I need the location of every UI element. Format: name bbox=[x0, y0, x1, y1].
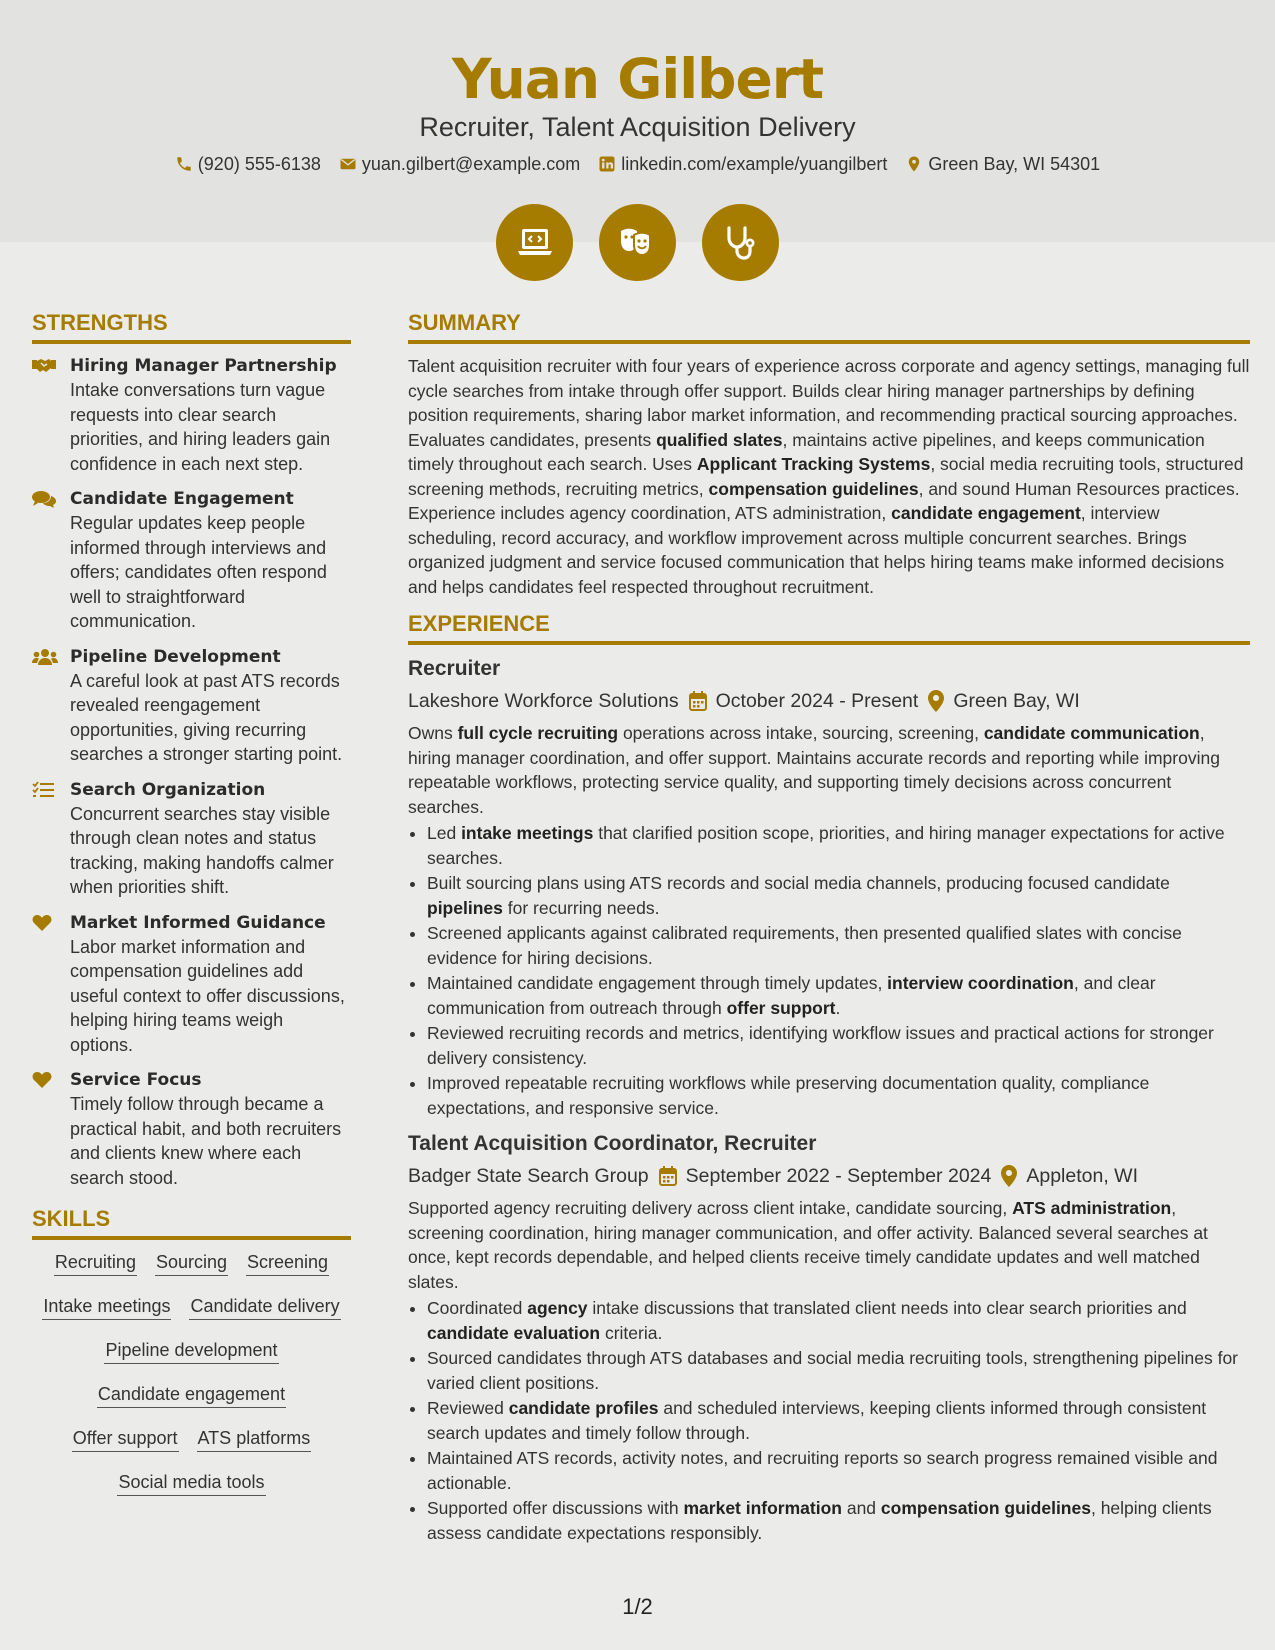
strength-item bbox=[32, 354, 351, 476]
contact-email-text: yuan.gilbert@example.com bbox=[361, 154, 581, 174]
job-bullet: • Improved repeatable recruiting workflows while preserving documentation quality, compliance expectations, and responsive service. bbox=[427, 1071, 1250, 1120]
job-title: Talent Acquisition Coordinator, Recruiter bbox=[408, 1132, 817, 1155]
strength-item bbox=[32, 645, 351, 767]
skill-tag: Screening bbox=[246, 1250, 329, 1276]
job-bullet: • Screened applicants against calibrated requirements, then presented qualified slates with concise evidence for hiring decisions. bbox=[427, 921, 1250, 970]
skill-row bbox=[32, 1470, 351, 1496]
contact-phone-text: (920) 555-6138 bbox=[197, 154, 321, 174]
skill-tag: Recruiting bbox=[54, 1250, 137, 1276]
strength-title: Candidate Engagement bbox=[70, 489, 294, 509]
strength-title: Hiring Manager Partnership bbox=[70, 356, 337, 376]
skill-row bbox=[32, 1426, 351, 1452]
strength-title: Market Informed Guidance bbox=[70, 912, 326, 933]
contact-linkedin[interactable] bbox=[598, 152, 887, 176]
candidate-name: Yuan Gilbert bbox=[451, 47, 824, 111]
skill-tag: Sourcing bbox=[155, 1250, 228, 1276]
location-icon bbox=[905, 155, 923, 173]
skill-row bbox=[32, 1338, 351, 1364]
strength-desc: Timely follow through became a practical habit, and both recruiters and clients knew where each search stood. bbox=[70, 1094, 342, 1188]
job-entry bbox=[408, 655, 1250, 1120]
theater-masks-icon bbox=[618, 225, 658, 261]
users-icon bbox=[32, 648, 58, 666]
contact-linkedin-text: linkedin.com/example/yuangilbert bbox=[621, 154, 888, 174]
job-bullet: • Sourced candidates through ATS databases and social media recruiting tools, strengthening pipelines for varied client positions. bbox=[427, 1346, 1250, 1395]
strength-desc: Labor market information and compensation guidelines add useful context to offer discussions, helping hiring teams weigh options. bbox=[70, 936, 345, 1055]
job-location: Appleton, WI bbox=[1001, 1162, 1138, 1190]
location-icon bbox=[1001, 1165, 1017, 1187]
job-description: Supported agency recruiting delivery across client intake, candidate sourcing, ATS administration, screening coordination, hiring manager communication, and offer activity. Balanced several searches at once, kept records dependable, and helped clients receive timely candidate updates and well matched slates. bbox=[408, 1198, 1208, 1292]
strength-item bbox=[32, 911, 351, 1058]
skill-tag: Candidate engagement bbox=[97, 1382, 286, 1408]
job-description: Owns full cycle recruiting operations across intake, sourcing, screening, candidate communication, hiring manager coordination, and offer support. Maintains accurate records and reporting while improving repeatable workflows, protecting service quality, and supporting timely decisions across concurrent searches. bbox=[408, 723, 1220, 817]
job-bullet: • Led intake meetings that clarified position scope, priorities, and hiring manager expectations for active searches. bbox=[427, 821, 1250, 870]
job-meta bbox=[408, 1162, 1250, 1190]
job-bullets bbox=[408, 1296, 1250, 1545]
page-number: 1/2 bbox=[622, 1594, 653, 1619]
summary-text: Talent acquisition recruiter with four years of experience across corporate and agency settings, managing full cycle searches from intake through offer support. Builds clear hiring manager partnerships by defining position requirements, sharing labor market information, and recommending practical sourcing approaches. Evaluates candidates, presents qualified slates, maintains active pipelines, and keeps communication timely throughout each search. Uses Applicant Tracking Systems, social media recruiting tools, structured screening methods, recruiting metrics, compensation guidelines, and sound Human Resources practices. Experience includes agency coordination, ATS administration, candidate engagement, interview scheduling, record accuracy, and workflow improvement across multiple concurrent searches. Brings organized judgment and service focused communication that helps hiring teams make informed decisions and helps candidates feel respected throughout recruitment. bbox=[408, 356, 1250, 597]
strength-item bbox=[32, 778, 351, 900]
strength-title: Search Organization bbox=[70, 779, 266, 800]
strength-item bbox=[32, 487, 351, 634]
skill-tag: Offer support bbox=[72, 1426, 179, 1452]
badge-row bbox=[0, 204, 1275, 281]
left-column bbox=[32, 308, 351, 1514]
calendar-icon bbox=[659, 1166, 677, 1186]
contact-phone[interactable] bbox=[175, 152, 321, 176]
skill-tag: Social media tools bbox=[117, 1470, 265, 1496]
job-bullets bbox=[408, 821, 1250, 1120]
strength-title: Pipeline Development bbox=[70, 646, 281, 667]
job-bullet: • Coordinated agency intake discussions that translated client needs into clear search priorities and candidate evaluation criteria. bbox=[427, 1296, 1250, 1345]
heart-icon bbox=[32, 1071, 52, 1089]
skills-heading: SKILLS bbox=[32, 1204, 351, 1240]
job-bullet: • Maintained candidate engagement through timely updates, interview coordination, and clear communication from outreach through offer support. bbox=[427, 971, 1250, 1020]
job-bullet: • Reviewed candidate profiles and scheduled interviews, keeping clients informed through consistent search updates and timely follow through. bbox=[427, 1396, 1250, 1445]
job-location: Green Bay, WI bbox=[928, 687, 1079, 715]
job-bullet: • Supported offer discussions with market information and compensation guidelines, helping clients assess candidate expectations responsibly. bbox=[427, 1496, 1250, 1545]
badge-stethoscope bbox=[702, 204, 779, 281]
job-company: Badger State Search Group bbox=[408, 1165, 649, 1187]
job-entry bbox=[408, 1130, 1250, 1545]
skill-tag: Pipeline development bbox=[104, 1338, 278, 1364]
experience-list bbox=[408, 655, 1250, 1545]
job-bullet: • Reviewed recruiting records and metrics, identifying workflow issues and practical actions for stronger delivery consistency. bbox=[427, 1021, 1250, 1070]
job-title: Recruiter bbox=[408, 657, 501, 680]
handshake-icon bbox=[32, 357, 56, 375]
skill-tag: Candidate delivery bbox=[189, 1294, 340, 1320]
summary-heading: SUMMARY bbox=[408, 308, 1250, 344]
skill-tag: ATS platforms bbox=[197, 1426, 312, 1452]
skill-row bbox=[32, 1294, 351, 1320]
strength-desc: Concurrent searches stay visible through clean notes and status tracking, making handoffs calmer when priorities shift. bbox=[70, 803, 334, 897]
strength-desc: A careful look at past ATS records revealed reengagement opportunities, giving recurring searches a stronger starting point. bbox=[70, 670, 343, 764]
strength-item bbox=[32, 1068, 351, 1190]
job-bullet: • Built sourcing plans using ATS records and social media channels, producing focused candidate pipelines for recurring needs. bbox=[427, 871, 1250, 920]
contact-email[interactable] bbox=[339, 152, 580, 176]
strength-desc: Regular updates keep people informed through interviews and offers; candidates often respond well to straightforward communication. bbox=[70, 513, 327, 631]
laptop-code-icon bbox=[516, 226, 554, 260]
job-company: Lakeshore Workforce Solutions bbox=[408, 690, 679, 712]
job-dates: October 2024 - Present bbox=[689, 687, 919, 715]
strength-desc: Intake conversations turn vague requests into clear search priorities, and hiring leaders gain confidence in each next step. bbox=[70, 380, 331, 474]
contact-location-text: Green Bay, WI 54301 bbox=[928, 154, 1101, 174]
experience-heading: EXPERIENCE bbox=[408, 609, 1250, 645]
job-dates: September 2022 - September 2024 bbox=[659, 1162, 992, 1190]
heart-icon bbox=[32, 914, 52, 932]
stethoscope-icon bbox=[724, 225, 758, 261]
comments-icon bbox=[32, 490, 56, 508]
badge-theater-masks bbox=[599, 204, 676, 281]
badge-laptop-code bbox=[496, 204, 573, 281]
skill-row bbox=[32, 1250, 351, 1276]
skills-list bbox=[32, 1250, 351, 1496]
right-column bbox=[408, 308, 1250, 1555]
skill-row bbox=[32, 1382, 351, 1408]
calendar-icon bbox=[689, 691, 707, 711]
skill-tag: Intake meetings bbox=[42, 1294, 171, 1320]
strengths-heading: STRENGTHS bbox=[32, 308, 351, 344]
candidate-headline: Recruiter, Talent Acquisition Delivery bbox=[419, 112, 856, 142]
email-icon bbox=[339, 155, 357, 173]
phone-icon bbox=[175, 155, 193, 173]
linkedin-icon bbox=[598, 155, 616, 173]
contact-bar bbox=[0, 152, 1275, 176]
list-check-icon bbox=[32, 781, 54, 799]
strength-title: Service Focus bbox=[70, 1070, 202, 1090]
contact-location bbox=[905, 152, 1100, 176]
location-icon bbox=[928, 690, 944, 712]
job-bullet: • Maintained ATS records, activity notes, and recruiting reports so search progress remained visible and actionable. bbox=[427, 1446, 1250, 1495]
job-meta bbox=[408, 687, 1250, 715]
